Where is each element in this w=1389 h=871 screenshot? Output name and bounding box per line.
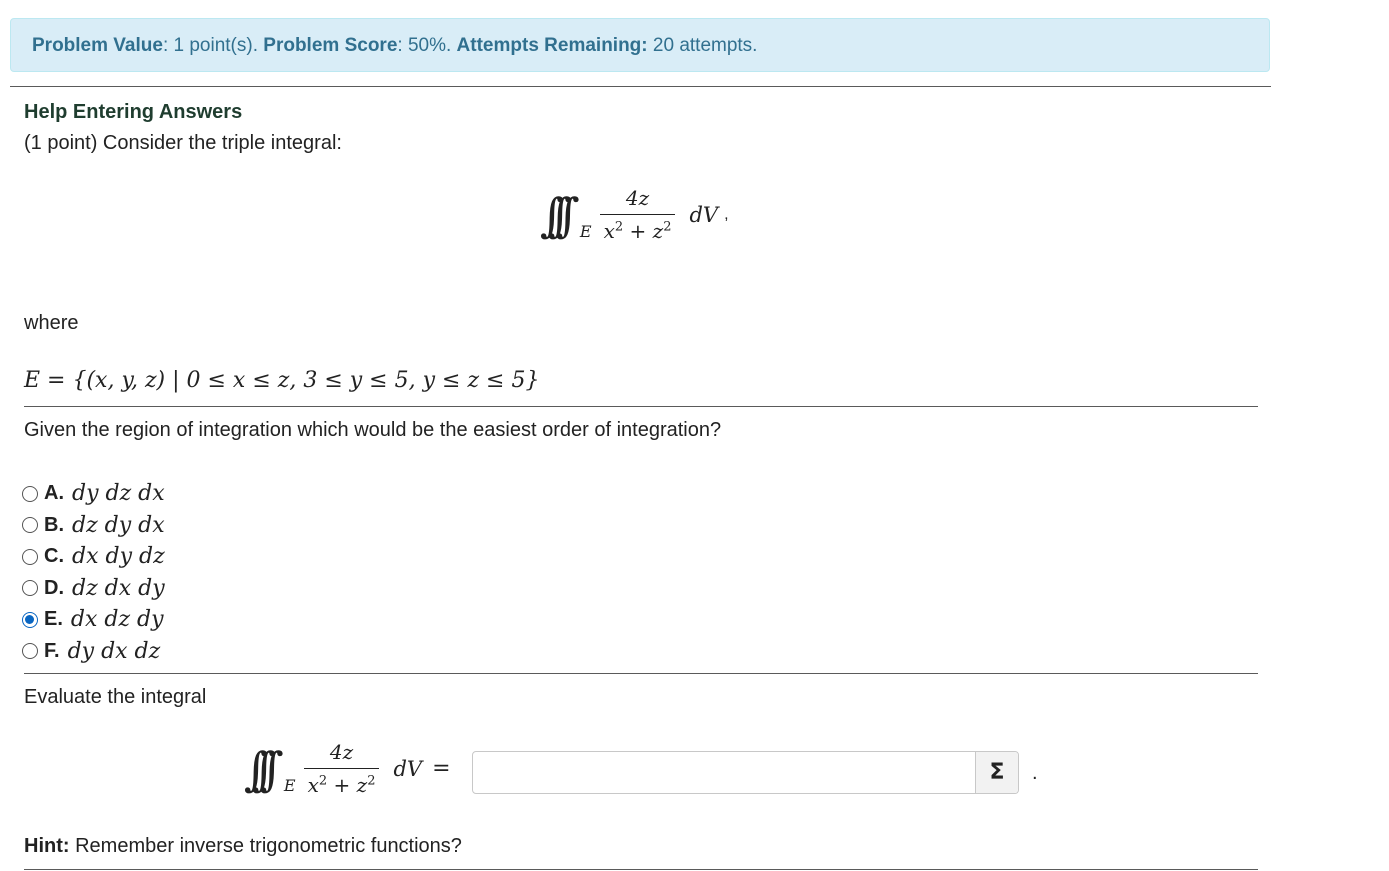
equals-sign: = bbox=[432, 756, 451, 781]
triple-integral-sign: ∫∫∫ bbox=[540, 187, 564, 242]
denominator-z: z bbox=[356, 773, 368, 797]
exponent: 2 bbox=[318, 773, 328, 789]
exponent: 2 bbox=[663, 219, 672, 235]
attempts-label: Attempts Remaining: bbox=[456, 35, 648, 56]
choice-label: F. bbox=[44, 639, 60, 662]
choice-a[interactable] bbox=[22, 478, 165, 510]
integrand-fraction bbox=[304, 740, 380, 797]
choice-label: A. bbox=[44, 482, 64, 505]
integrand-denominator: $x^2 + z^2$ bbox=[304, 768, 380, 797]
radio-b[interactable] bbox=[22, 517, 38, 533]
radio-e-selected[interactable] bbox=[22, 612, 38, 628]
integrand-numerator: 4z bbox=[329, 740, 354, 764]
integrand-numerator: 4z bbox=[625, 186, 650, 210]
choice-label: D. bbox=[44, 576, 64, 599]
denominator-x: x bbox=[603, 219, 615, 243]
hint-label: Hint: bbox=[24, 835, 70, 857]
answer-trailing-period: . bbox=[1032, 762, 1038, 784]
radio-d[interactable] bbox=[22, 580, 38, 596]
choice-value: dx dz dy bbox=[70, 607, 164, 633]
where-text: where bbox=[24, 312, 79, 334]
denominator-z: z bbox=[652, 219, 664, 243]
choice-c[interactable] bbox=[22, 541, 165, 573]
triple-integral-display bbox=[540, 186, 729, 243]
problem-value: : 1 point(s). bbox=[162, 35, 264, 56]
help-entering-answers-link[interactable]: Help Entering Answers bbox=[24, 101, 243, 123]
choice-d[interactable] bbox=[22, 573, 165, 605]
triple-integral-evaluate bbox=[244, 740, 451, 797]
problem-info-banner bbox=[10, 18, 1270, 72]
choice-label: B. bbox=[44, 513, 64, 536]
region-definition: E = {(x, y, z) | 0 ≤ x ≤ z, 3 ≤ y ≤ 5, y ≤ z ≤ 5} bbox=[24, 368, 540, 393]
radio-a[interactable] bbox=[22, 486, 38, 502]
radio-c[interactable] bbox=[22, 549, 38, 565]
equation-editor-button[interactable]: Σ bbox=[975, 752, 1018, 793]
evaluate-text: Evaluate the integral bbox=[24, 686, 207, 708]
problem-value-label: Problem Value bbox=[32, 35, 163, 56]
order-choices bbox=[22, 478, 165, 667]
divider bbox=[10, 86, 1271, 87]
answer-field-wrapper bbox=[472, 751, 1019, 794]
radio-f[interactable] bbox=[22, 643, 38, 659]
divider bbox=[24, 406, 1258, 407]
attempts-remaining: 20 attempts. bbox=[647, 35, 758, 56]
exponent: 2 bbox=[614, 219, 624, 235]
integrand-denominator: $x^2 + z^2$ bbox=[600, 214, 676, 243]
choice-value: dz dx dy bbox=[72, 575, 165, 601]
choice-e[interactable] bbox=[22, 604, 165, 636]
integral-trailing-comma: , bbox=[724, 205, 729, 223]
order-question: Given the region of integration which would be the easiest order of integration? bbox=[24, 419, 722, 441]
answer-input[interactable] bbox=[473, 752, 975, 793]
choice-b[interactable] bbox=[22, 510, 165, 542]
differential: dV bbox=[689, 202, 719, 227]
integral-subscript: E bbox=[283, 776, 296, 795]
problem-score: : 50%. bbox=[397, 35, 457, 56]
divider bbox=[24, 673, 1258, 674]
choice-label: C. bbox=[44, 545, 64, 568]
integral-subscript: E bbox=[579, 222, 592, 241]
choice-value: dx dy dz bbox=[72, 544, 165, 570]
problem-intro: (1 point) Consider the triple integral: bbox=[24, 132, 342, 154]
choice-label: E. bbox=[44, 608, 63, 631]
triple-integral-sign: ∫∫∫ bbox=[244, 741, 268, 796]
choice-value: dz dy dx bbox=[72, 512, 165, 538]
integrand-fraction bbox=[600, 186, 676, 243]
divider bbox=[24, 869, 1258, 870]
denominator-x: x bbox=[307, 773, 319, 797]
hint bbox=[24, 835, 462, 858]
hint-text: Remember inverse trigonometric functions? bbox=[69, 835, 462, 857]
choice-value: dy dx dz bbox=[67, 638, 161, 664]
exponent: 2 bbox=[367, 773, 376, 789]
choice-value: dy dz dx bbox=[72, 481, 165, 507]
problem-score-label: Problem Score bbox=[263, 35, 398, 56]
choice-f[interactable] bbox=[22, 636, 165, 668]
differential: dV bbox=[393, 756, 423, 781]
